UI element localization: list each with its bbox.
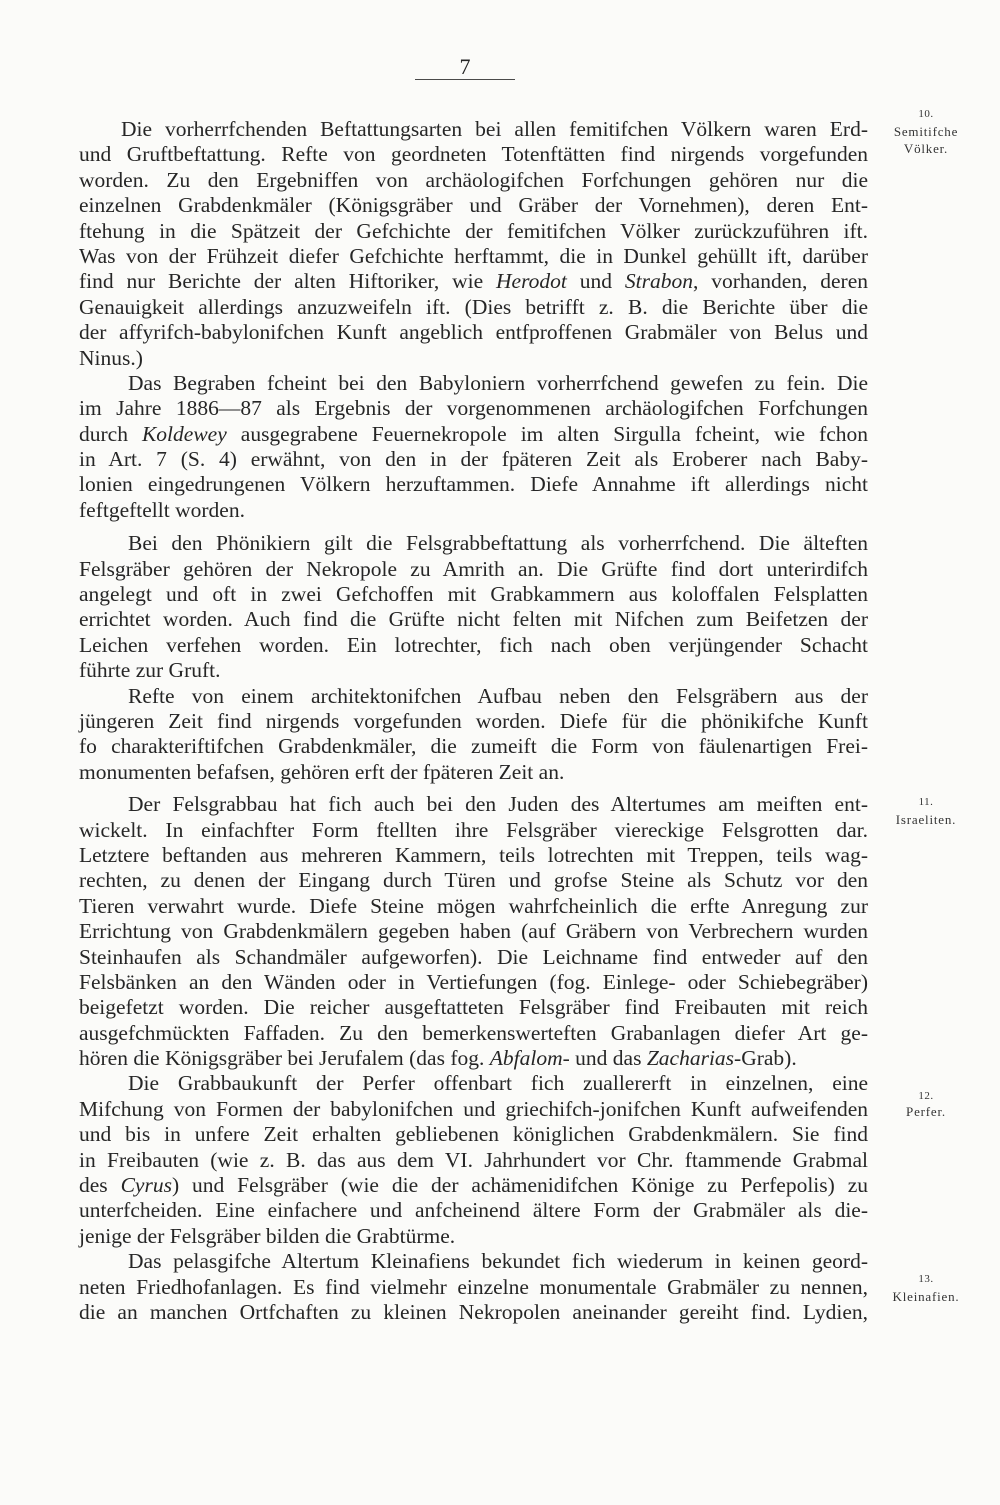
text-line: Mifchung von Formen der babylonifchen und griechifch-jonifchen Kunft aufweifenden: [79, 1096, 868, 1121]
text-line: Die Grabbaukunft der Perfer offenbart fich zuallererft in einzelnen, eine: [128, 1071, 868, 1096]
text-line: [79, 1046, 868, 1071]
paragraph: [79, 531, 868, 683]
text-run: und: [566, 269, 625, 294]
paragraph: [79, 371, 868, 523]
text-run: ) und Felsgräber (wie die der achämenidifchen Könige zu Perfepolis) zu: [171, 1173, 868, 1198]
text-line: ftehung in die Spätzeit der Gefchichte der femitifchen Völker zurückzuführen ift.: [79, 218, 868, 243]
text-line: beigefetzt worden. Die reicher ausgeftatteten Felsgräber find Freibauten mit reich: [79, 995, 868, 1020]
text-line: Das pelasgifche Altertum Kleinafiens bekundet fich wiederum in keinen geord-: [128, 1249, 868, 1274]
margin-note-number: 12.: [918, 1090, 934, 1102]
text-line: ausgefchmückten Faffaden. Zu den bemerkenswerteften Grabanlagen diefer Art ge-: [79, 1020, 868, 1045]
margin-note-number: 10.: [918, 108, 934, 120]
text-line: Steinhaufen als Schandmäler aufgeworfen). Die Leichname find entweder auf den: [79, 944, 868, 969]
paragraph: [79, 1249, 868, 1325]
text-line: Felsbänken an den Wänden oder in Vertiefungen (fog. Einlege- oder Schiebegräber): [79, 969, 868, 994]
paragraph: [79, 684, 868, 786]
text-run: des: [79, 1173, 121, 1198]
italic-name: Herodot: [496, 269, 567, 294]
margin-note-label: Israeliten.: [895, 812, 957, 827]
italic-name: Abfalom-: [489, 1046, 570, 1071]
text-line: Tieren verwahrt wurde. Diefe Steine mögen wahrfcheinlich die erfte Anregung zur: [79, 893, 868, 918]
text-line: lonien eingedrungenen Völkern herzuftammen. Diefe Annahme ift allerdings nicht: [79, 472, 868, 497]
margin-note-label: Kleinafien.: [892, 1289, 960, 1304]
text-line: Was von der Frühzeit diefer Gefchichte herftammt, die in Dunkel gehüllt ift, darüber: [79, 243, 868, 268]
text-line: jenige der Felsgräber bilden die Grabtürme.: [79, 1223, 456, 1248]
margin-note-number: 13.: [918, 1273, 934, 1285]
text-run: durch: [79, 421, 142, 446]
text-line: worden. Zu den Ergebniffen von archäologifchen Forfchungen gehören nur die: [79, 167, 868, 192]
text-line: Felsgräber gehören der Nekropole zu Amrith an. Die Grüfte find dort unterirdifch: [79, 556, 868, 581]
text-line: Das Begraben fcheint bei den Babyloniern vorherrfchend gewefen zu fein. Die: [128, 370, 868, 395]
text-line: im Jahre 1886—87 als Ergebnis der vorgenommenen archäologifchen Forfchungen: [79, 396, 868, 421]
text-line: und Gruftbeftattung. Refte von geordneten Totenftätten find nirgends vorgefunden: [79, 142, 868, 167]
text-line: Ninus.): [79, 345, 143, 370]
text-line: fo charakteriftifchen Grabdenkmäler, die zumeift die Form von fäulenartigen Frei-: [79, 734, 868, 759]
text-run: find nur Berichte der alten Hiftoriker, wie: [79, 269, 497, 294]
text-line: die an manchen Ortfchaften zu kleinen Nekropolen aneinander gereiht find. Lydien,: [79, 1299, 868, 1324]
italic-name: Koldewey: [141, 421, 227, 446]
text-line: führte zur Gruft.: [79, 658, 221, 683]
paragraph: [79, 792, 868, 1071]
text-run: , vorhanden, deren: [693, 269, 868, 294]
margin-note-israelites: [878, 794, 974, 828]
margin-note-label: Semitifche: [893, 124, 959, 139]
body-text: [79, 117, 868, 1325]
text-run: ausgegrabene Feuernekropole im alten Sirgulla fcheint, wie fchon: [226, 421, 868, 446]
text-line: und bis in unfere Zeit erhalten gebliebenen königlichen Grabdenkmälern. Sie find: [79, 1122, 868, 1147]
text-line: [79, 422, 868, 447]
text-line: angelegt und oft in zwei Gefchoffen mit Grabkammern aus koloffalen Felsplatten: [79, 582, 868, 607]
text-line: feftgeftellt worden.: [79, 497, 245, 522]
text-line: [79, 1173, 868, 1198]
text-line: in Freibauten (wie z. B. das aus dem VI. Jahrhundert vor Chr. ftammende Grabmal: [79, 1147, 868, 1172]
text-line: wickelt. In einfachfter Form ftellten ihre Felsgräber viereckige Felsgrotten dar.: [79, 817, 868, 842]
text-line: neten Friedhofanlagen. Es find vielmehr einzelne monumentale Grabmäler zu nennen,: [79, 1274, 868, 1299]
text-line: Genauigkeit allerdings anzuzweifeln ift. (Dies betrifft z. B. die Berichte über die: [79, 294, 868, 319]
page-number: 7: [459, 54, 471, 79]
margin-note-number: 11.: [918, 796, 934, 808]
text-line: rechten, zu denen der Eingang durch Türen und grofse Steine als Schutz vor den: [79, 868, 868, 893]
margin-note-semitic-peoples: [878, 106, 974, 157]
italic-name: Zacharias: [646, 1046, 735, 1071]
margin-note-label: Völker.: [903, 141, 949, 156]
text-line: Leichen verfehen worden. Ein lotrechter, fich nach oben verjüngender Schacht: [79, 632, 868, 657]
margin-note-label: Perfer.: [906, 1104, 946, 1119]
text-run: -Grab).: [734, 1046, 797, 1071]
text-line: in Art. 7 (S. 4) erwähnt, von den in der fpäteren Zeit als Eroberer nach Baby-: [79, 447, 868, 472]
text-line: Die vorherrfchenden Beftattungsarten bei allen femitifchen Völkern waren Erd-: [121, 117, 868, 141]
text-line: Errichtung von Grabdenkmälern gegeben haben (auf Gräbern von Verbrechern wurden: [79, 919, 868, 944]
text-line: Refte von einem architektonifchen Aufbau neben den Felsgräbern aus der: [128, 683, 868, 708]
text-line: jüngeren Zeit find nirgends vorgefunden worden. Diefe für die phönikifche Kunft: [79, 708, 868, 733]
text-line: [79, 269, 868, 294]
text-line: Der Felsgrabbau hat fich auch bei den Juden des Altertumes am meiften ent-: [128, 792, 868, 817]
text-line: der affyrifch-babylonifchen Kunft angeblich entfproffenen Grabmäler von Belus und: [79, 320, 868, 345]
margin-note-persians: [878, 1088, 974, 1120]
text-line: errichtet worden. Auch find die Grüfte nicht felten mit Nifchen zum Beifetzen der: [79, 607, 868, 632]
text-run: hören die Königsgräber bei Jerufalem (das fog.: [79, 1046, 490, 1071]
italic-name: Cyrus: [120, 1173, 172, 1198]
text-line: Bei den Phönikiern gilt die Felsgrabbeftattung als vorherrfchend. Die älteften: [128, 531, 868, 556]
paragraph: [79, 1071, 868, 1249]
paragraph: [79, 117, 868, 371]
text-line: Letztere beftanden aus mehreren Kammern, teils lotrechten mit Treppen, teils wag-: [79, 842, 868, 867]
text-run: und das: [569, 1046, 647, 1071]
header-rule: [415, 79, 515, 80]
text-line: einzelnen Grabdenkmäler (Königsgräber und Gräber der Vornehmen), deren Ent-: [79, 193, 868, 218]
text-line: monumenten befafsen, gehören erft der fpäteren Zeit an.: [79, 759, 565, 784]
margin-note-asia-minor: [878, 1271, 974, 1305]
text-line: unterfcheiden. Eine einfachere und anfcheinend ältere Form der Grabmäler als die-: [79, 1198, 868, 1223]
italic-name: Strabon: [624, 269, 693, 294]
